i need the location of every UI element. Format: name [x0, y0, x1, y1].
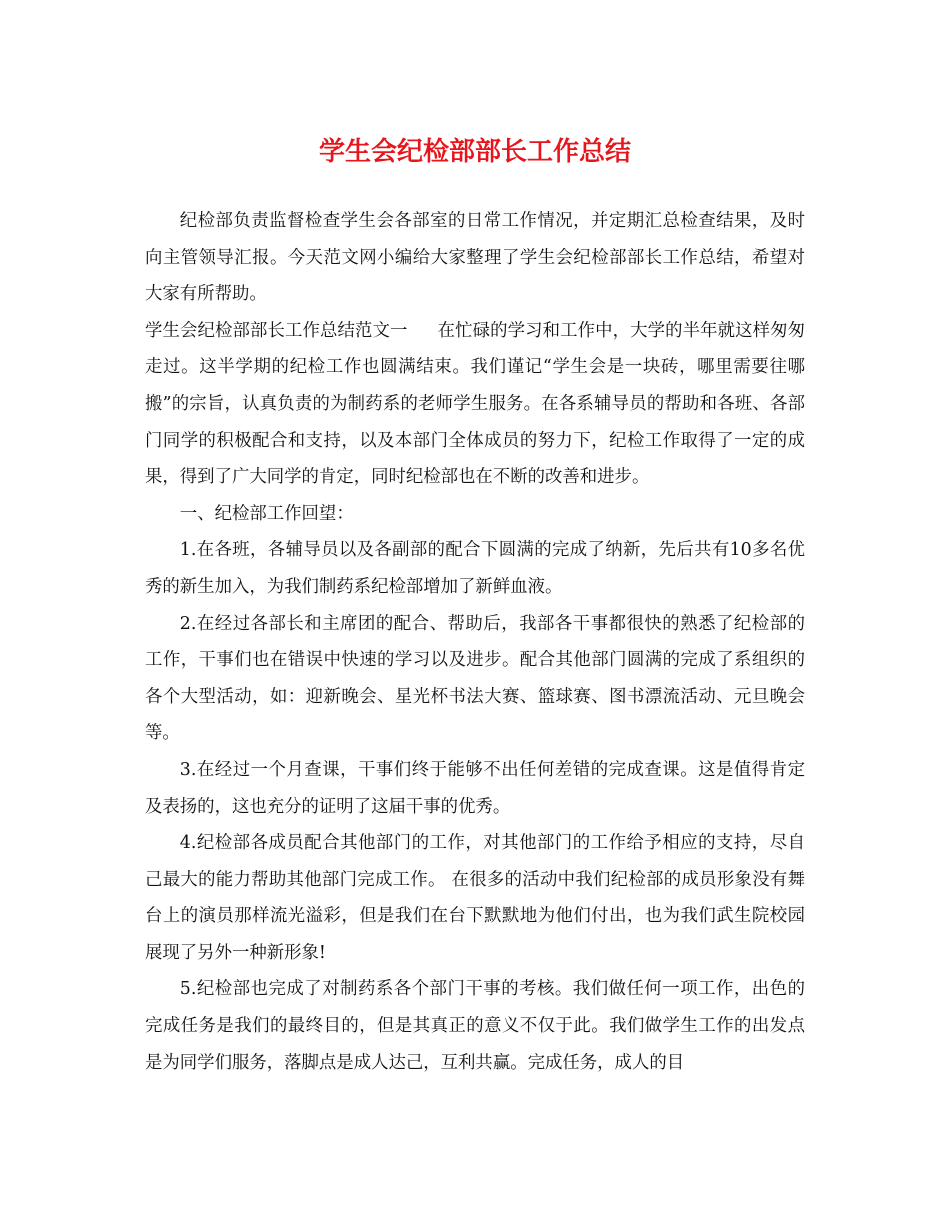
list-item-5: 5.纪检部也完成了对制药系各个部门干事的考核。我们做任何一项工作，出色的完成任务是我们的最终目的，但是其真正的意义不仅于此。我们做学生工作的出发点是为同学们服务，落脚点是成人达己，互利共赢。完成任务，成人的目 [145, 979, 805, 1073]
list-item-2: 2.在经过各部长和主席团的配合、帮助后，我部各干事都很快的熟悉了纪检部的工作，干事们也在错误中快速的学习以及进步。配合其他部门圆满的完成了系组织的各个大型活动，如：迎新晚会、星光杯书法大赛、篮球赛、图书漂流活动、元旦晚会等。 [145, 613, 805, 744]
intro-paragraph: 纪检部负责监督检查学生会各部室的日常工作情况，并定期汇总检查结果，及时向主管领导汇报。今天范文网小编给大家整理了学生会纪检部部长工作总结，希望对大家有所帮助。 [145, 211, 805, 305]
article-subtitle: 学生会纪检部部长工作总结范文一 [145, 320, 408, 341]
article-paragraph-text: 在忙碌的学习和工作中，大学的半年就这样匆匆走过。这半学期的纪检工作也圆满结束。我们谨记“学生会是一块砖，哪里需要往哪搬”的宗旨，认真负责的为制药系的老师学生服务。在各系辅导员的帮助和各班、各部门同学的积极配合和支持，以及本部门全体成员的努力下，纪检工作取得了一定的成果，得到了广大同学的肯定，同时纪检部也在不断的改善和进步。 [145, 320, 805, 488]
article-paragraph [145, 313, 805, 496]
document-body [145, 203, 805, 1081]
page-title: 学生会纪检部部长工作总结 [318, 137, 631, 167]
list-item-3: 3.在经过一个月查课，干事们终于能够不出任何差错的完成查课。这是值得肯定及表扬的，这也充分的证明了这届干事的优秀。 [145, 759, 805, 817]
section-heading: 一、纪检部工作回望： [179, 503, 354, 524]
list-item-1: 1.在各班，各辅导员以及各副部的配合下圆满的完成了纳新，先后共有10多名优秀的新生加入，为我们制药系纪检部增加了新鲜血液。 [145, 540, 805, 597]
list-item-4: 4.纪检部各成员配合其他部门的工作，对其他部门的工作给予相应的支持，尽自己最大的能力帮助其他部门完成工作。 在很多的活动中我们纪检部的成员形象没有舞台上的演员那样流光溢彩，但是我们在台下默默地为他们付出，也为我们武生院校园展现了另外一种新形象! [145, 833, 805, 963]
